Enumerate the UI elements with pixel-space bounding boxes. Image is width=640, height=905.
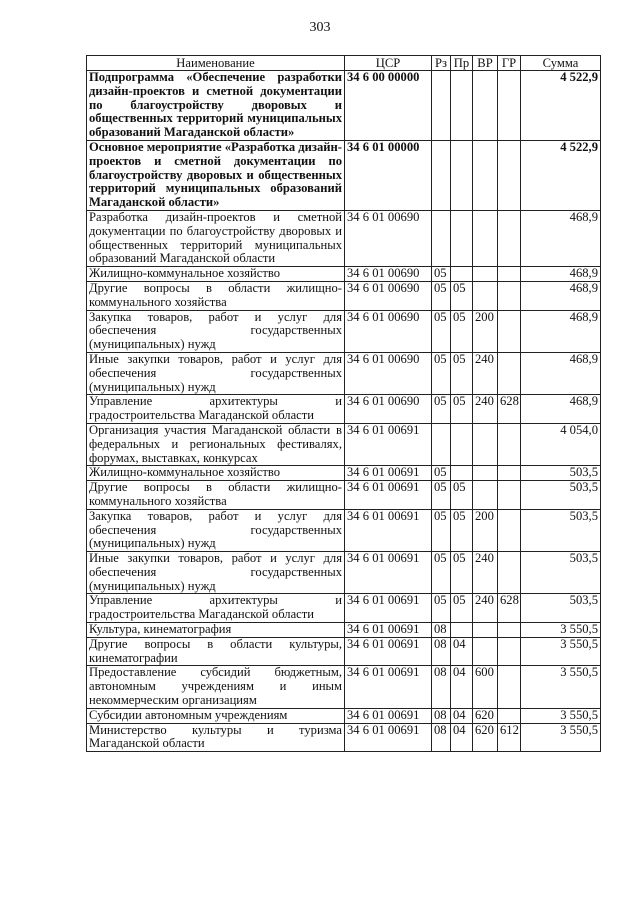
cell-vr [473,71,498,141]
cell-sum: 468,9 [521,310,601,352]
cell-vr [473,623,498,638]
cell-vr: 620 [473,723,498,752]
cell-sum: 4 522,9 [521,71,601,141]
cell-rz: 05 [432,481,451,510]
cell-name: Закупка товаров, работ и услуг для обеспечения государственных (муниципальных) нужд [87,310,345,352]
cell-sum: 3 550,5 [521,666,601,708]
cell-gr [498,352,521,394]
cell-name: Жилищно-коммунальное хозяйство [87,466,345,481]
cell-name: Подпрограмма «Обеспечение разработки дизайн-проектов и сметной документации по благоустройству дворовых и общественных территорий муниципальных образований Магаданской области» [87,71,345,141]
cell-pr: 05 [451,552,473,594]
cell-vr: 620 [473,708,498,723]
cell-pr [451,210,473,266]
cell-vr [473,210,498,266]
cell-name: Организация участия Магаданской области в федеральных и региональных фестивалях, форумах, выставках, конкурсах [87,423,345,465]
cell-csr: 34 6 01 00690 [345,267,432,282]
table-row [87,509,601,551]
cell-name: Предоставление субсидий бюджетным, автономным учреждениям и иным некоммерческим организациям [87,666,345,708]
cell-csr: 34 6 01 00690 [345,310,432,352]
cell-rz: 08 [432,623,451,638]
cell-rz [432,423,451,465]
cell-vr [473,423,498,465]
header-sum: Сумма [521,56,601,71]
table-row [87,352,601,394]
cell-gr [498,623,521,638]
cell-pr: 04 [451,723,473,752]
cell-csr: 34 6 01 00690 [345,210,432,266]
cell-csr: 34 6 01 00691 [345,423,432,465]
cell-pr [451,140,473,210]
cell-sum: 503,5 [521,509,601,551]
cell-gr [498,509,521,551]
table-row [87,552,601,594]
table-row [87,594,601,623]
cell-pr: 04 [451,637,473,666]
table-row [87,210,601,266]
table-row [87,71,601,141]
cell-sum: 468,9 [521,210,601,266]
cell-gr [498,281,521,310]
cell-sum: 4 054,0 [521,423,601,465]
cell-name: Жилищно-коммунальное хозяйство [87,267,345,282]
cell-pr: 05 [451,594,473,623]
cell-vr [473,140,498,210]
table-row [87,637,601,666]
cell-sum: 468,9 [521,395,601,424]
cell-gr [498,71,521,141]
header-csr: ЦСР [345,56,432,71]
cell-rz: 05 [432,281,451,310]
page-number: 303 [309,20,331,35]
cell-pr [451,71,473,141]
cell-name: Управление архитектуры и градостроительства Магаданской области [87,594,345,623]
cell-vr [473,481,498,510]
cell-csr: 34 6 01 00691 [345,623,432,638]
cell-rz: 05 [432,352,451,394]
cell-sum: 468,9 [521,267,601,282]
cell-vr [473,281,498,310]
cell-vr: 200 [473,509,498,551]
header-gr: ГР [498,56,521,71]
table-row [87,708,601,723]
cell-vr: 240 [473,352,498,394]
cell-vr: 240 [473,395,498,424]
cell-gr [498,267,521,282]
cell-rz [432,140,451,210]
cell-sum: 3 550,5 [521,637,601,666]
table-row [87,723,601,752]
cell-sum: 468,9 [521,281,601,310]
cell-name: Другие вопросы в области жилищно-коммунального хозяйства [87,281,345,310]
cell-pr [451,423,473,465]
cell-csr: 34 6 01 00691 [345,666,432,708]
cell-pr: 05 [451,310,473,352]
cell-name: Основное мероприятие «Разработка дизайн-проектов и сметной документации по благоустройству дворовых и общественных территорий муниципальных образований Магаданской области» [87,140,345,210]
table-row [87,623,601,638]
cell-csr: 34 6 01 00691 [345,637,432,666]
cell-gr [498,140,521,210]
cell-sum: 503,5 [521,594,601,623]
table-row [87,395,601,424]
cell-gr [498,708,521,723]
cell-name: Иные закупки товаров, работ и услуг для обеспечения государственных (муниципальных) нужд [87,352,345,394]
cell-pr: 04 [451,708,473,723]
table-row [87,466,601,481]
table-row [87,423,601,465]
cell-pr: 05 [451,352,473,394]
cell-rz: 08 [432,666,451,708]
cell-csr: 34 6 01 00691 [345,481,432,510]
cell-pr [451,267,473,282]
budget-table [86,55,601,752]
cell-rz [432,210,451,266]
cell-rz: 05 [432,594,451,623]
table-body [87,71,601,752]
cell-csr: 34 6 01 00691 [345,509,432,551]
table-row [87,281,601,310]
cell-name: Закупка товаров, работ и услуг для обеспечения государственных (муниципальных) нужд [87,509,345,551]
cell-sum: 468,9 [521,352,601,394]
cell-rz: 08 [432,723,451,752]
cell-gr [498,481,521,510]
cell-gr: 628 [498,395,521,424]
table-row [87,267,601,282]
cell-pr: 05 [451,509,473,551]
table-row [87,310,601,352]
cell-gr [498,310,521,352]
header-rz: Рз [432,56,451,71]
cell-gr: 628 [498,594,521,623]
cell-csr: 34 6 01 00691 [345,466,432,481]
cell-sum: 3 550,5 [521,723,601,752]
cell-rz: 05 [432,395,451,424]
header-row [87,56,601,71]
cell-vr: 200 [473,310,498,352]
cell-rz: 05 [432,310,451,352]
cell-gr [498,666,521,708]
cell-csr: 34 6 01 00000 [345,140,432,210]
cell-sum: 503,5 [521,552,601,594]
cell-gr [498,637,521,666]
cell-vr: 600 [473,666,498,708]
cell-pr [451,623,473,638]
cell-name: Другие вопросы в области культуры, кинематографии [87,637,345,666]
cell-csr: 34 6 01 00690 [345,352,432,394]
cell-sum: 503,5 [521,466,601,481]
cell-rz: 08 [432,708,451,723]
cell-csr: 34 6 01 00690 [345,281,432,310]
cell-name: Иные закупки товаров, работ и услуг для обеспечения государственных (муниципальных) нужд [87,552,345,594]
cell-rz [432,71,451,141]
cell-rz: 05 [432,552,451,594]
cell-gr [498,466,521,481]
cell-pr: 05 [451,481,473,510]
cell-csr: 34 6 01 00691 [345,552,432,594]
cell-rz: 05 [432,509,451,551]
cell-csr: 34 6 01 00690 [345,395,432,424]
cell-csr: 34 6 01 00691 [345,723,432,752]
table-row [87,481,601,510]
cell-gr [498,552,521,594]
cell-name: Разработка дизайн-проектов и сметной документации по благоустройству дворовых и общественных территорий муниципальных образований Магаданской области [87,210,345,266]
table-row [87,666,601,708]
cell-sum: 3 550,5 [521,623,601,638]
cell-vr: 240 [473,594,498,623]
cell-name: Управление архитектуры и градостроительства Магаданской области [87,395,345,424]
cell-pr: 04 [451,666,473,708]
cell-vr [473,267,498,282]
cell-vr: 240 [473,552,498,594]
cell-sum: 503,5 [521,481,601,510]
cell-csr: 34 6 00 00000 [345,71,432,141]
cell-pr: 05 [451,281,473,310]
cell-rz: 08 [432,637,451,666]
cell-pr [451,466,473,481]
header-vr: ВР [473,56,498,71]
cell-rz: 05 [432,466,451,481]
table-row [87,140,601,210]
cell-csr: 34 6 01 00691 [345,594,432,623]
cell-name: Культура, кинематография [87,623,345,638]
cell-name: Субсидии автономным учреждениям [87,708,345,723]
cell-sum: 3 550,5 [521,708,601,723]
cell-vr [473,637,498,666]
cell-gr [498,423,521,465]
cell-name: Другие вопросы в области жилищно-коммунального хозяйства [87,481,345,510]
cell-sum: 4 522,9 [521,140,601,210]
cell-name: Министерство культуры и туризма Магаданской области [87,723,345,752]
header-name: Наименование [87,56,345,71]
cell-rz: 05 [432,267,451,282]
cell-gr [498,210,521,266]
cell-vr [473,466,498,481]
cell-pr: 05 [451,395,473,424]
cell-csr: 34 6 01 00691 [345,708,432,723]
header-pr: Пр [451,56,473,71]
cell-gr: 612 [498,723,521,752]
